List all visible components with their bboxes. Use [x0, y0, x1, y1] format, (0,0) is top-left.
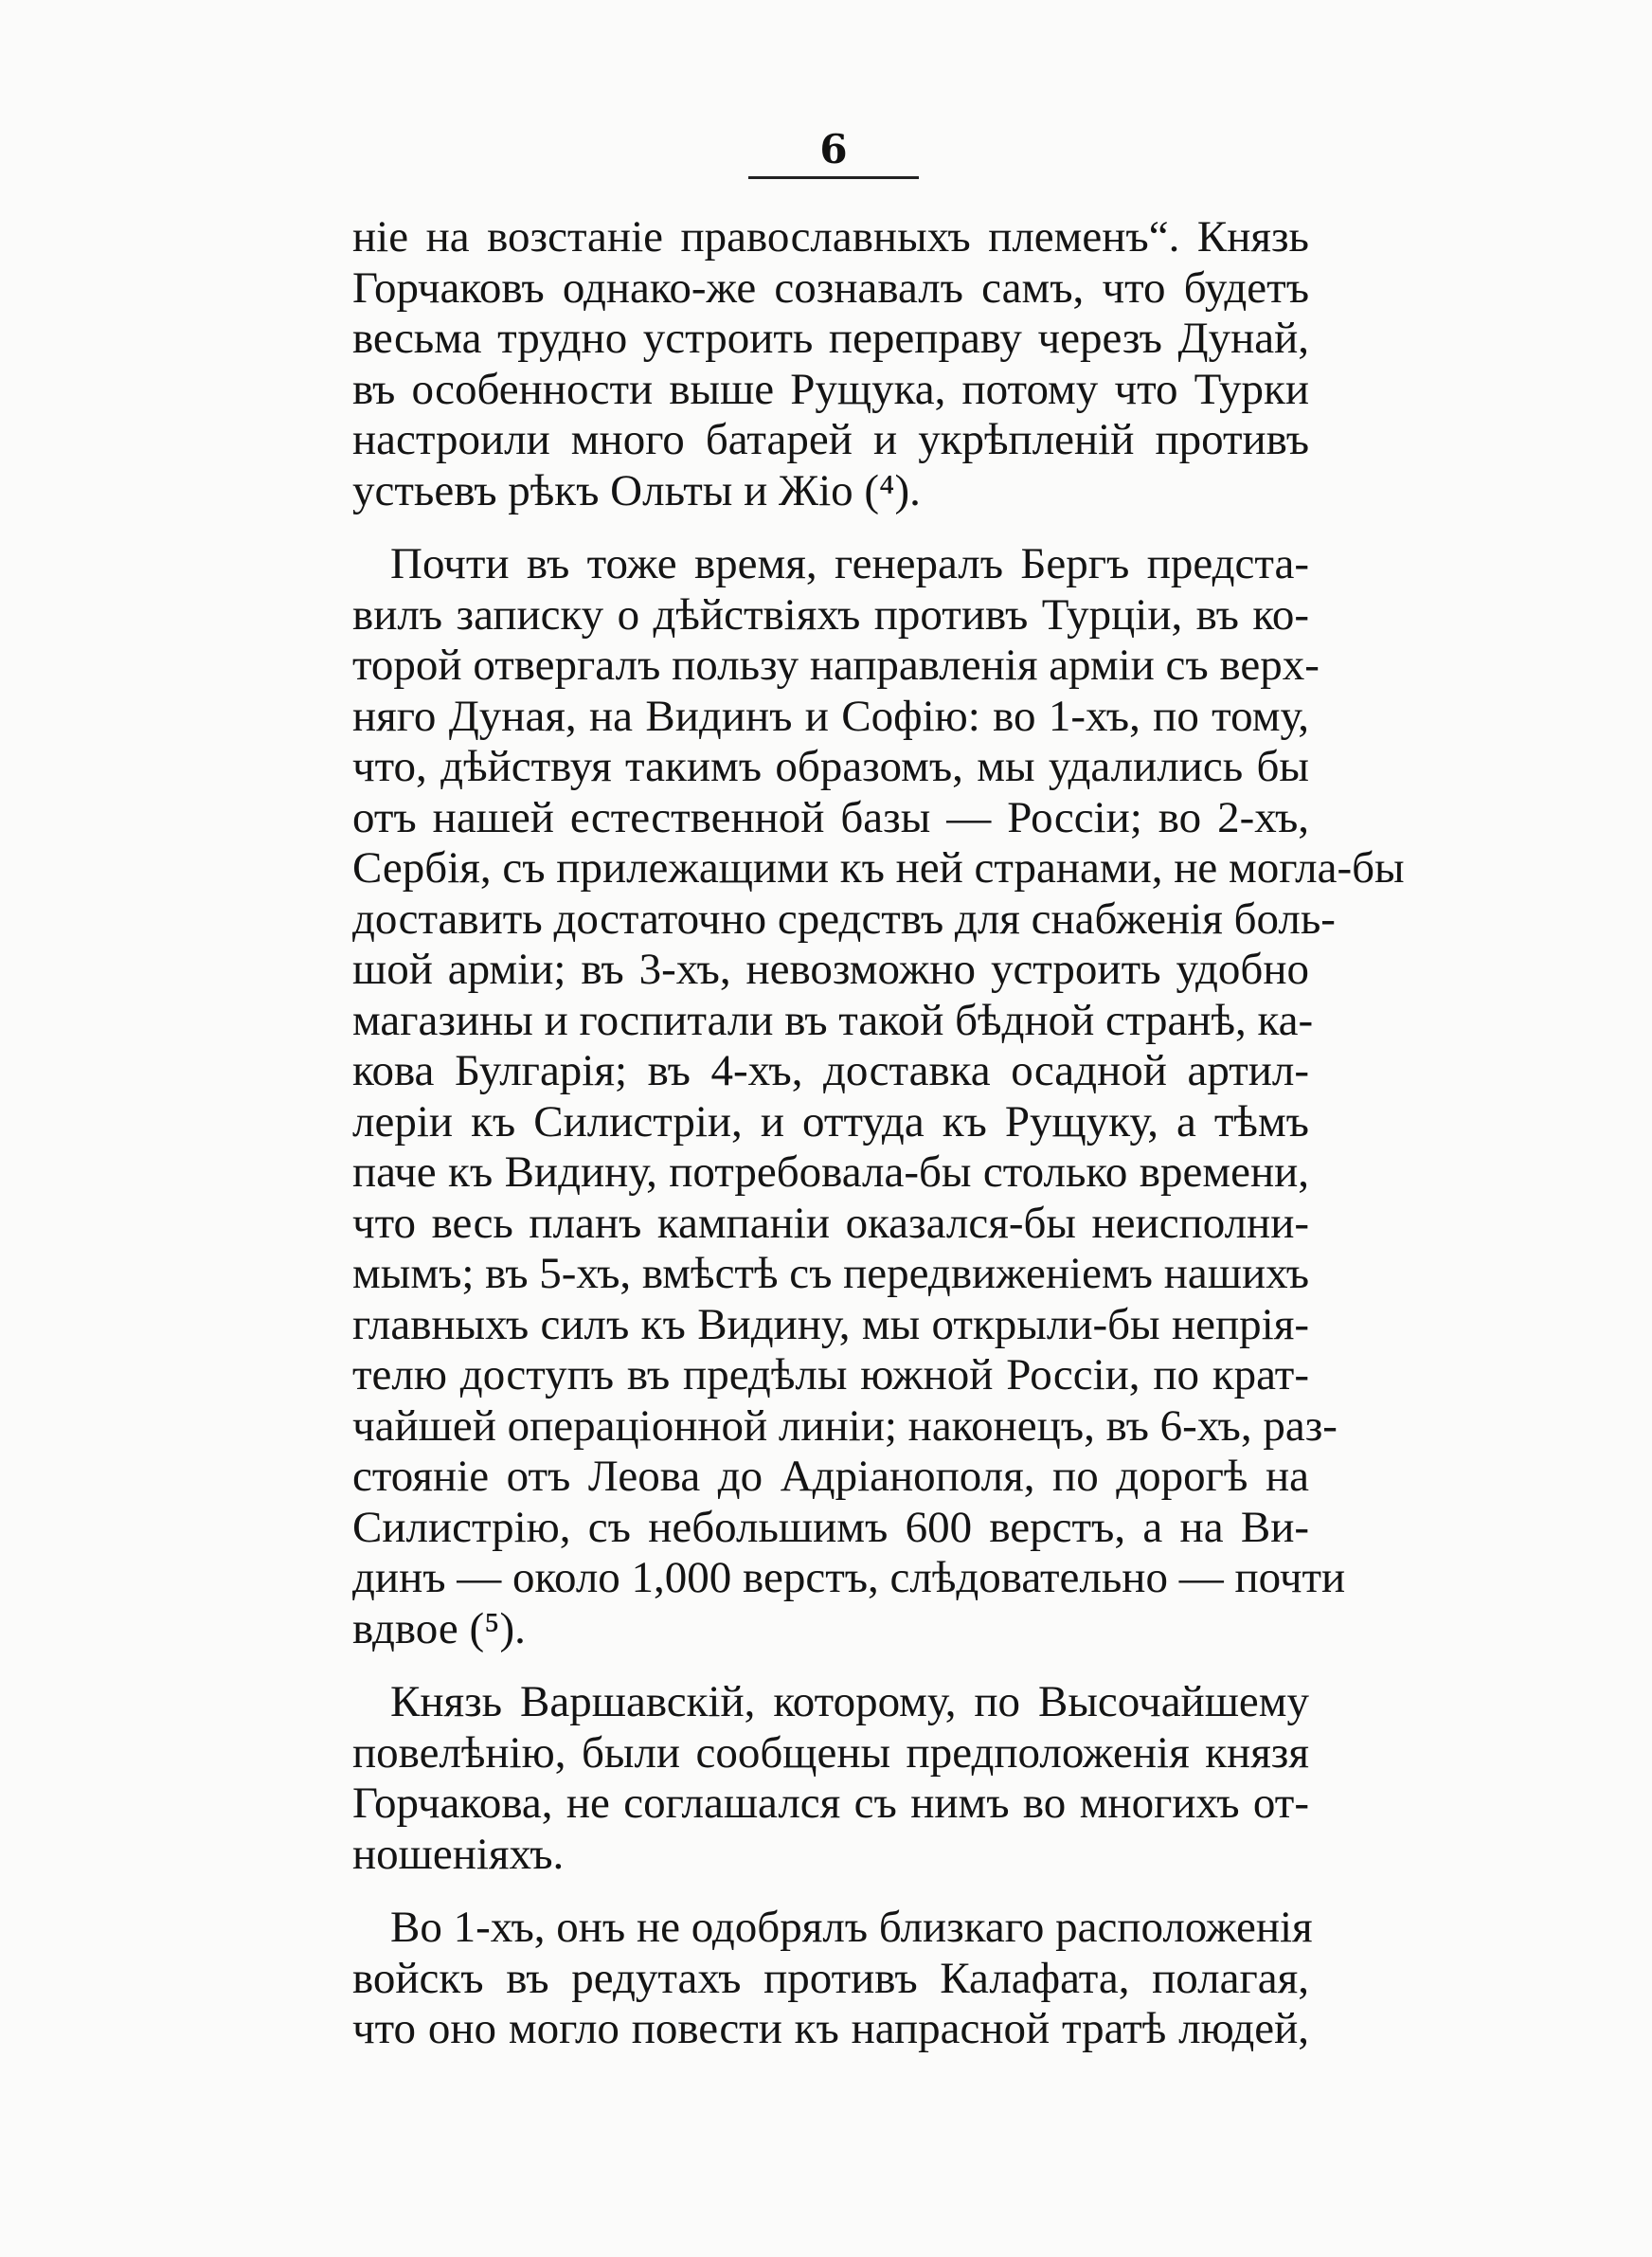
text-line: Князь Варшавскій, которому, по Высочайшему: [390, 1677, 1309, 1726]
text-line: магазины и госпитали въ такой бѣдной странѣ, ка-: [352, 995, 1314, 1045]
text-line: что, дѣйствуя такимъ образомъ, мы удалились бы: [352, 742, 1309, 791]
text-line: войскъ въ редутахъ противъ Калафата, полагая,: [352, 1953, 1309, 2003]
text-line: кова Булгарія; въ 4-хъ, доставка осадной артил-: [352, 1046, 1309, 1095]
page-number-rule: [748, 176, 919, 179]
text-line: динъ — около 1,000 верстъ, слѣдовательно — почти: [352, 1553, 1346, 1602]
page-number: 6: [819, 126, 848, 172]
text-line: ніе на возстаніе православныхъ племенъ“. Князь: [352, 212, 1309, 262]
text-line: настроили много батарей и укрѣпленій противъ: [352, 415, 1309, 464]
text-line: торой отвергалъ пользу направленія арміи съ верх-: [352, 641, 1320, 690]
text-line: вилъ записку о дѣйствіяхъ противъ Турціи, въ ко-: [352, 589, 1309, 640]
text-line: шой арміи; въ 3-хъ, невозможно устроить удобно: [352, 945, 1309, 994]
text-line: Силистрію, съ небольшимъ 600 верстъ, а на Ви-: [352, 1502, 1309, 1552]
text-line: доставить достаточно средствъ для снабженія боль-: [352, 894, 1336, 944]
paragraph-1: [352, 212, 1309, 516]
text-line: стояніе отъ Леова до Адріанополя, по дорогѣ на: [352, 1452, 1309, 1501]
paragraph-3: [352, 1677, 1309, 1880]
text-line: устьевъ рѣкъ Ольты и Жіо (⁴).: [352, 465, 921, 515]
text-line: что весь планъ кампаніи оказался-бы неисполни-: [352, 1198, 1309, 1248]
text-line: вдвое (⁵).: [352, 1603, 526, 1653]
text-line: Горчаковъ однако-же сознавалъ самъ, что будетъ: [352, 262, 1309, 313]
text-line: Во 1-хъ, онъ не одобрялъ близкаго расположенія: [390, 1903, 1313, 1952]
text-line: Горчакова, не соглашался съ нимъ во многихъ от-: [352, 1779, 1309, 1828]
body-text: [352, 212, 1405, 2055]
text-line: леріи къ Силистріи, и оттуда къ Рущуку, а тѣмъ: [352, 1096, 1309, 1147]
text-line: главныхъ силъ къ Видину, мы открыли-бы непрія-: [352, 1299, 1309, 1349]
text-line: повелѣнію, были сообщены предположенія князя: [352, 1727, 1309, 1778]
text-line: что оно могло повести къ напрасной тратѣ людей,: [352, 2004, 1309, 2053]
paragraph-2: [352, 539, 1405, 1654]
paragraph-4: [352, 1903, 1313, 2055]
text-line: ношеніяхъ.: [352, 1829, 565, 1879]
text-line: весьма трудно устроить переправу черезъ Дунай,: [352, 314, 1309, 363]
paragraph-gap: [352, 516, 1309, 539]
text-line: въ особенности выше Рущука, потому что Турки: [352, 364, 1309, 414]
text-line: мымъ; въ 5-хъ, вмѣстѣ съ передвиженіемъ нашихъ: [352, 1249, 1310, 1298]
text-line: чайшей операціонной линіи; наконецъ, въ 6-хъ, раз-: [352, 1400, 1338, 1451]
text-line: паче къ Видину, потребовала-бы столько времени,: [352, 1147, 1309, 1197]
paragraph-gap: [352, 1880, 1309, 1903]
text-line: телю доступъ въ предѣлы южной Россіи, по крат-: [352, 1350, 1309, 1399]
paragraph-gap: [352, 1654, 1309, 1677]
text-line: отъ нашей естественной базы — Россіи; во 2-хъ,: [352, 792, 1309, 842]
text-line: няго Дуная, на Видинъ и Софію: во 1-хъ, по тому,: [352, 691, 1309, 741]
text-line: Сербія, съ прилежащими къ ней странами, не могла-бы: [352, 843, 1405, 893]
text-line: Почти въ тоже время, генералъ Бергъ предста-: [390, 539, 1309, 588]
